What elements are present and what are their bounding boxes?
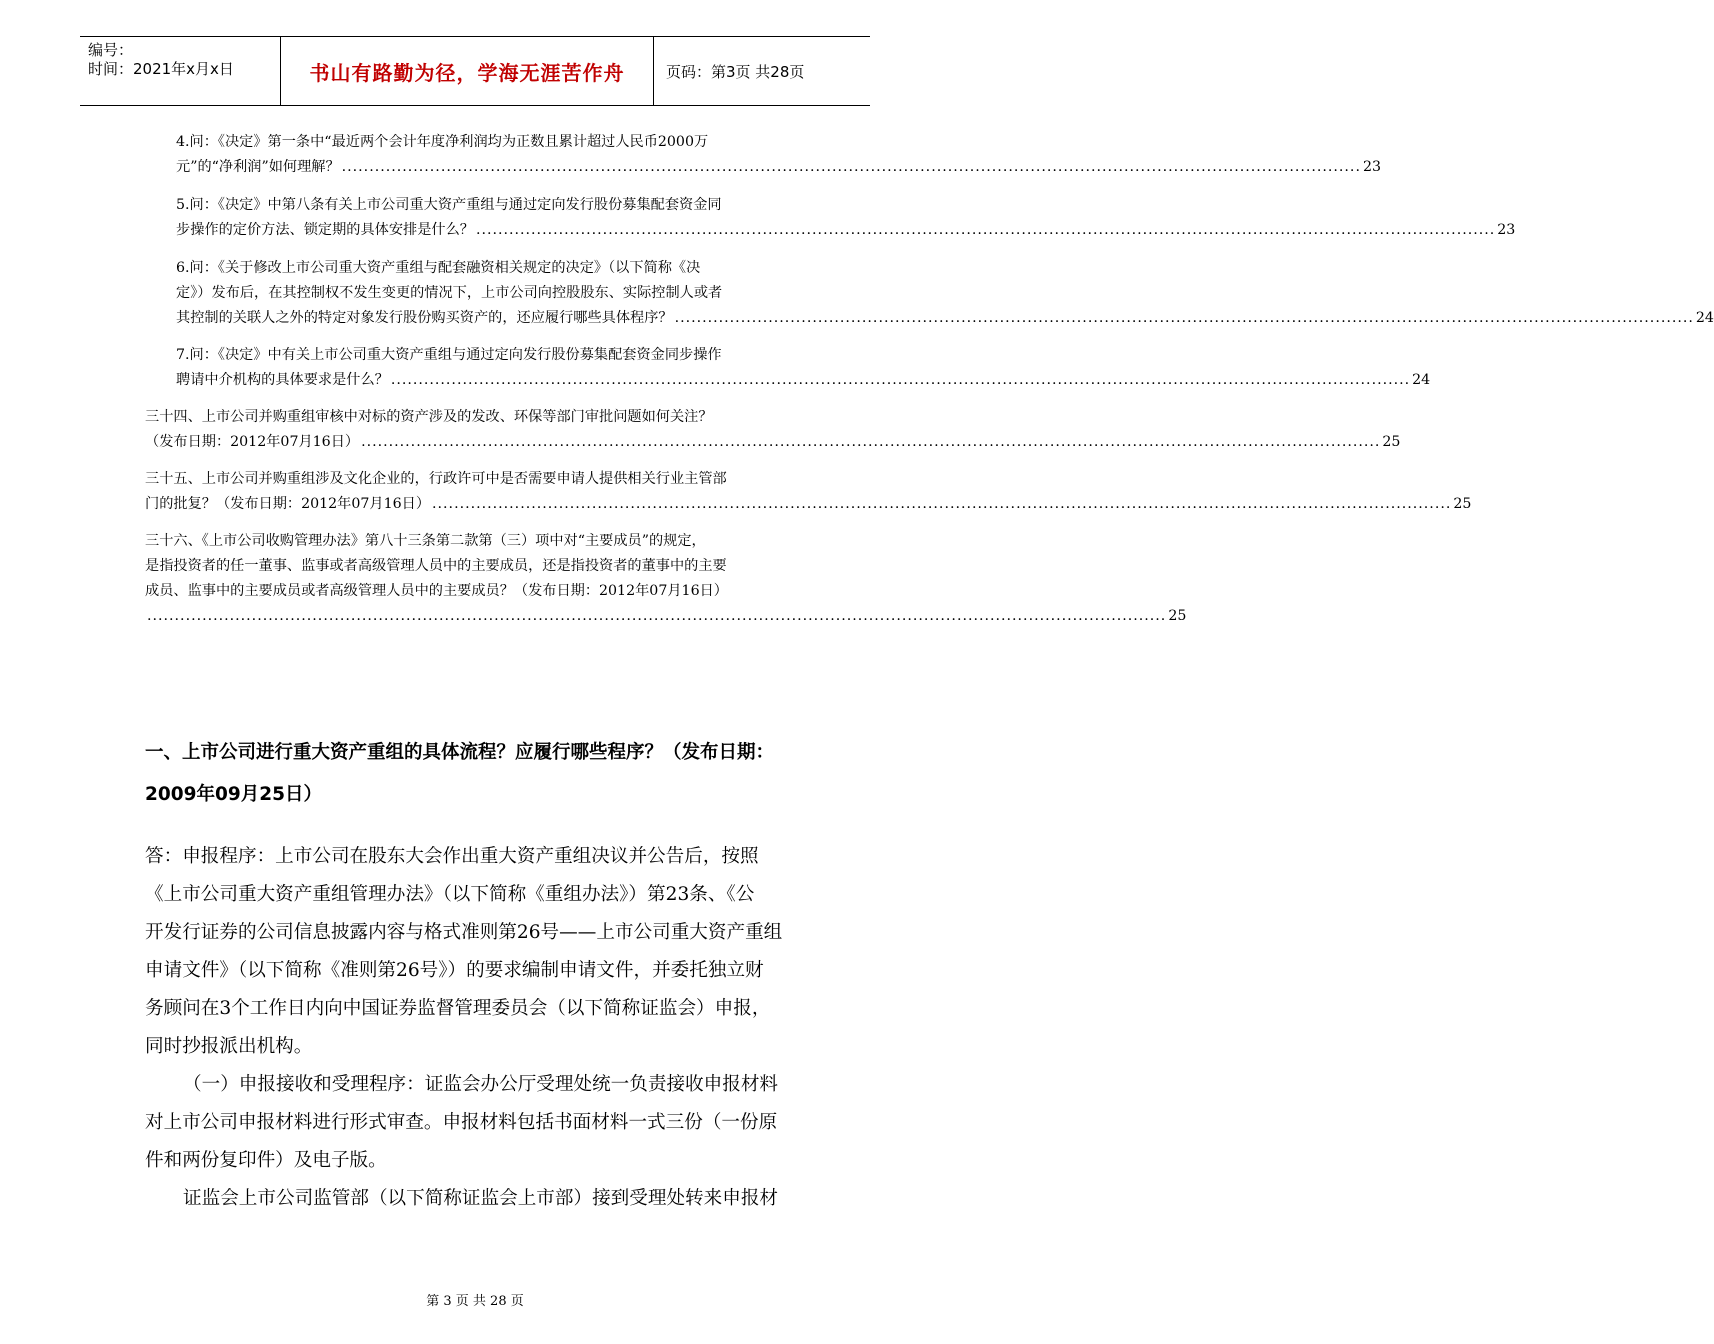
paragraph-line: 对上市公司申报材料进行形式审查。申报材料包括书面材料一式三份（一份原 (145, 1112, 778, 1133)
section-heading-line: 一、上市公司进行重大资产重组的具体流程？应履行哪些程序？（发布日期： (145, 742, 775, 763)
toc-page-number: 23 (1362, 159, 1382, 175)
section-heading (145, 732, 810, 816)
toc-page-number: 25 (1168, 608, 1187, 624)
time-label: 时间：2021年x月x日 (88, 60, 234, 78)
toc-page-number: 23 (1497, 222, 1516, 238)
toc-entry-text: 5.问：《决定》中第八条有关上市公司重大资产重组与通过定向发行股份募集配套资金同 (176, 197, 722, 213)
answer-paragraph-3 (145, 1180, 809, 1218)
paragraph-line: （一）申报接收和受理程序：证监会办公厅受理处统一负责接收申报材料 (183, 1074, 779, 1095)
toc-entry-text: 7.问：《决定》中有关上市公司重大资产重组与通过定向发行股份募集配套资金同步操作 (176, 347, 722, 363)
toc-entry-text: 聘请中介机构的具体要求是什么？ (176, 372, 389, 388)
toc-entry-text: 成员、监事中的主要成员或者高级管理人员中的主要成员？（发布日期：2012年07月16日） (145, 583, 728, 599)
section-heading-line: 2009年09月25日） (145, 784, 322, 805)
paragraph-line: 同时抄报派出机构。 (145, 1036, 313, 1057)
toc-page-number: 24 (1412, 372, 1431, 388)
paragraph-line: 件和两份复印件）及电子版。 (145, 1150, 387, 1171)
toc-entry-text: 6.问：《关于修改上市公司重大资产重组与配套融资相关规定的决定》（以下简称《决 (176, 260, 701, 276)
toc-entry-text: 三十六、《上市公司收购管理办法》第八十三条第二款第（三）项中对“主要成员”的规定， (145, 533, 706, 549)
header-page-info: 页码：第3页 共28页 (666, 62, 805, 81)
toc-entry-34[interactable]: 三十四、上市公司并购重组审核中对标的资产涉及的发改、环保等部门审批问题如何关注？ （发布日期：2012年07月16日） ......................................................................................................................................................................................... 25 (145, 405, 806, 455)
toc-entry-text: 元”的“净利润”如何理解？ (176, 159, 340, 175)
paragraph-line: 《上市公司重大资产重组管理办法》（以下简称《重组办法》）第23条、《公 (145, 884, 755, 905)
toc-page-number: 24 (1695, 310, 1714, 326)
page-footer: 第 3 页 共 28 页 (426, 1294, 524, 1309)
toc-page-number: 25 (1382, 434, 1401, 450)
toc-entry-5[interactable]: 5.问：《决定》中第八条有关上市公司重大资产重组与通过定向发行股份募集配套资金同 步操作的定价方法、锁定期的具体安排是什么？ ......................................................................................................................................................................................... 23 (176, 193, 806, 243)
toc-entry-text: 其控制的关联人之外的特定对象发行股份购买资产的，还应履行哪些具体程序？ (176, 310, 673, 326)
toc-page-number: 25 (1453, 496, 1472, 512)
answer-paragraph-1 (145, 838, 809, 1066)
toc-entry-text: （发布日期：2012年07月16日） (145, 434, 360, 450)
toc-entry-36[interactable]: 三十六、《上市公司收购管理办法》第八十三条第二款第（三）项中对“主要成员”的规定， 是指投资者的任一董事、监事或者高级管理人员中的主要成员，还是指投资者的董事中的主要 成员、监事中的主要成员或者高级管理人员中的主要成员？（发布日期：2012年07月16日） ......................................................................................................................................................................................... 25 (145, 529, 806, 629)
toc-entry-7[interactable]: 7.问：《决定》中有关上市公司重大资产重组与通过定向发行股份募集配套资金同步操作 聘请中介机构的具体要求是什么？ ......................................................................................................................................................................................... 24 (176, 343, 806, 393)
toc-entry-text: 门的批复？（发布日期：2012年07月16日） (145, 496, 431, 512)
toc-entry-text: 是指投资者的任一董事、监事或者高级管理人员中的主要成员，还是指投资者的董事中的主要 (145, 558, 727, 574)
toc-entry-text: 三十四、上市公司并购重组审核中对标的资产涉及的发改、环保等部门审批问题如何关注？ (145, 409, 713, 425)
toc-entry-text: 定》）发布后，在其控制权不发生变更的情况下，上市公司向控股股东、实际控制人或者 (176, 285, 723, 301)
paragraph-line: 申请文件》（以下简称《准则第26号》）的要求编制申请文件，并委托独立财 (145, 960, 764, 981)
toc-entry-text: 三十五、上市公司并购重组涉及文化企业的，行政许可中是否需要申请人提供相关行业主管部 (145, 471, 727, 487)
answer-paragraph-2 (145, 1066, 809, 1180)
paragraph-line: 开发行证券的公司信息披露内容与格式准则第26号——上市公司重大资产重组 (145, 922, 783, 943)
toc-entry-text: 步操作的定价方法、锁定期的具体安排是什么？ (176, 222, 474, 238)
toc-entry-text: 4.问：《决定》第一条中“最近两个会计年度净利润均为正数且累计超过人民币2000万 (176, 134, 709, 150)
toc-entry-4[interactable]: 4.问：《决定》第一条中“最近两个会计年度净利润均为正数且累计超过人民币2000万 元”的“净利润”如何理解？ ......................................................................................................................................................................................... 23 (176, 130, 806, 180)
header-meta (80, 37, 280, 105)
number-label: 编号： (88, 41, 134, 59)
paragraph-line: 证监会上市公司监管部（以下简称证监会上市部）接到受理处转来申报材 (183, 1188, 779, 1209)
paragraph-line: 答：申报程序：上市公司在股东大会作出重大资产重组决议并公告后，按照 (145, 846, 759, 867)
toc-entry-6[interactable]: 6.问：《关于修改上市公司重大资产重组与配套融资相关规定的决定》（以下简称《决 定》）发布后，在其控制权不发生变更的情况下，上市公司向控股股东、实际控制人或者 其控制的关联人之外的特定对象发行股份购买资产的，还应履行哪些具体程序？ ......................................................................................................................................................................................... 24 (176, 256, 806, 331)
paragraph-line: 务顾问在3个工作日内向中国证券监督管理委员会（以下简称证监会）申报， (145, 998, 771, 1019)
header-motto: 书山有路勤为径，学海无涯苦作舟 (280, 37, 654, 105)
toc-entry-35[interactable]: 三十五、上市公司并购重组涉及文化企业的，行政许可中是否需要申请人提供相关行业主管部 门的批复？（发布日期：2012年07月16日） ......................................................................................................................................................................................... 25 (145, 467, 806, 517)
page-header (80, 36, 870, 106)
